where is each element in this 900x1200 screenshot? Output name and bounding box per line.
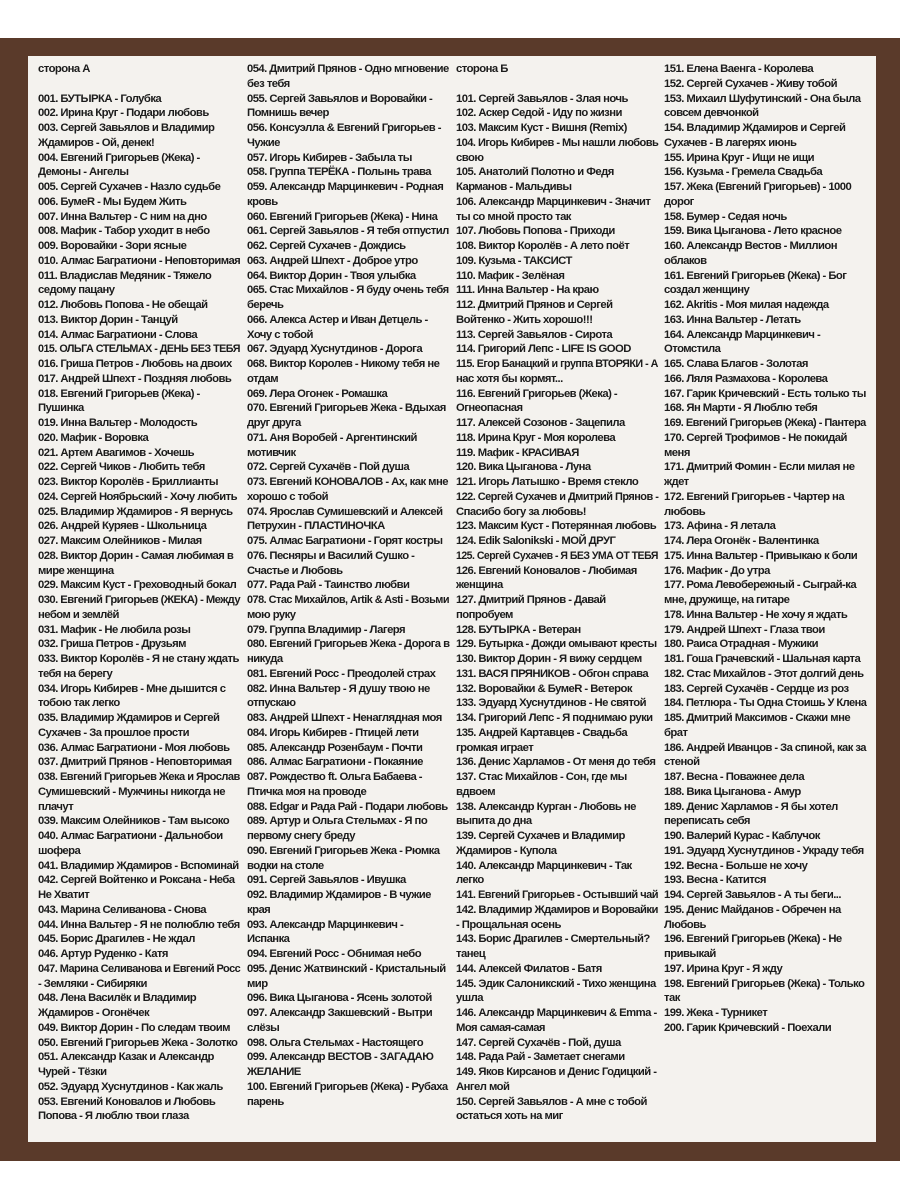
track-line: Войтенко - Жить хорошо!!! — [456, 313, 593, 326]
track-line: 055. Сергей Завьялов и Воровайки - — [247, 92, 433, 105]
track-line: 016. Гриша Петров - Любовь на двоих — [38, 358, 232, 370]
track-line: слёзы — [247, 1021, 280, 1034]
track-line: выпита до дна — [456, 815, 532, 828]
track-line: 054. Дмитрий Прянов - Одно мгновение — [247, 63, 449, 75]
track-line: 110. Мафик - Зелёная — [456, 269, 565, 282]
track-line: брат — [664, 726, 688, 739]
track-line: 100. Евгений Григорьев (Жека) - Рубаха — [247, 1080, 448, 1093]
track-line: 151. Елена Ваенга - Королева — [664, 63, 814, 75]
track-line: 050. Евгений Григорьев Жека - Золотко — [38, 1036, 238, 1049]
track-line: 056. Консуэлла & Евгений Григорьев - — [247, 122, 441, 134]
track-line: 182. Стас Михайлов - Этот долгий день — [664, 667, 864, 680]
track-line: 034. Игорь Кибирев - Мне дышится с — [38, 682, 226, 695]
track-line: 195. Денис Майданов - Обречен на — [664, 903, 841, 916]
track-line: 026. Андрей Куряев - Школьница — [38, 520, 207, 533]
track-line: 084. Игорь Кибирев - Птицей лети — [247, 726, 419, 739]
track-line: 047. Марина Селиванова и Евгений Росс — [38, 962, 241, 975]
track-line: Петрухин - ПЛАСТИНОЧКА — [247, 520, 385, 533]
track-line: Ангел мой — [456, 1080, 510, 1093]
track-line: 156. Кузьма - Гремела Свадьба — [664, 166, 823, 179]
track-line: 086. Алмас Багратиони - Покаяние — [247, 756, 423, 769]
track-line: 119. Мафик - КРАСИВАЯ — [456, 446, 579, 459]
track-line: края — [247, 903, 271, 916]
track-line: Чурей - Тёзки — [38, 1066, 107, 1078]
track-line: 018. Евгений Григорьев (Жека) - — [38, 387, 200, 400]
track-line: 132. Воровайки & БумеR - Ветерок — [456, 682, 632, 695]
track-line: 031. Мафик - Не любила розы — [38, 623, 191, 636]
track-line: 041. Владимир Ждамиров - Вспоминай — [38, 859, 239, 872]
track-line: водки на столе — [247, 859, 324, 872]
track-line: 186. Андрей Иванцов - За спиной, как за — [664, 741, 866, 754]
track-line: 080. Евгений Григорьев Жека - Дорога в — [247, 638, 450, 651]
track-line: 137. Стас Михайлов - Сон, где мы — [456, 771, 627, 783]
track-line: 082. Инна Вальтер - Я душу твою не — [247, 682, 430, 695]
track-line: 015. ОЛЬГА СТЕЛЬМАХ - ДЕНЬ БЕЗ ТЕБЯ — [38, 343, 240, 356]
track-line: 064. Виктор Дорин - Твоя улыбка — [247, 269, 416, 282]
track-line: 032. Гриша Петров - Друзьям — [38, 638, 186, 651]
column-side-a-2 — [247, 62, 449, 1109]
track-line: 083. Андрей Шпехт - Ненаглядная моя — [247, 712, 442, 724]
track-line: 074. Ярослав Сумишевский и Алексей — [247, 505, 443, 518]
track-line: 088. Edgar и Рада Рай - Подари любовь — [247, 800, 448, 813]
track-line: 171. Дмитрий Фомин - Если милая не — [664, 461, 855, 474]
track-line: переписать себя — [664, 815, 750, 828]
track-line: 045. Борис Драгилев - Не ждал — [38, 933, 195, 946]
track-line: 123. Максим Куст - Потерянная любовь — [456, 520, 657, 533]
column-side-a-1 — [38, 62, 240, 1124]
track-line: 177. Рома Левобережный - Сыграй-ка — [664, 579, 857, 592]
track-line: 108. Виктор Королёв - А лето поёт — [456, 240, 630, 252]
track-line: отпускаю — [247, 697, 296, 710]
track-line: Птичка моя на проводе — [247, 785, 367, 798]
track-line: меня — [664, 446, 690, 459]
track-line: первому снегу бреду — [247, 830, 356, 842]
track-line: Сухачев - В лагерях июнь — [664, 136, 797, 149]
side-heading: сторона А — [38, 63, 90, 75]
track-line: 114. Григорий Лепс - LIFE IS GOOD — [456, 343, 631, 356]
track-line: привыкай — [664, 948, 716, 960]
track-line: небом и землёй — [38, 608, 119, 621]
track-line: мотивчик — [247, 446, 296, 459]
track-line: 014. Алмас Багратиони - Слова — [38, 328, 198, 341]
track-line: 003. Сергей Завьялов и Владимир — [38, 122, 215, 134]
track-line: 066. Алекса Астер и Иван Детцель - — [247, 313, 428, 326]
track-line: 142. Владимир Ждамиров и Воровайки — [456, 903, 658, 916]
track-line: 092. Владимир Ждамиров - В чужие — [247, 889, 431, 901]
track-line: 193. Весна - Катится — [664, 874, 766, 887]
column-side-b-1 — [456, 62, 658, 1124]
track-line: Ждамиров - Купола — [456, 844, 557, 857]
track-line: 113. Сергей Завьялов - Сирота — [456, 328, 613, 341]
track-line: 087. Рождество ft. Ольга Бабаева - — [247, 771, 423, 783]
track-line: кровь — [247, 195, 278, 208]
track-line: свою — [456, 151, 484, 164]
track-line: 048. Лена Василёк и Владимир — [38, 992, 197, 1005]
track-line: 173. Афина - Я летала — [664, 520, 776, 533]
track-line: 196. Евгений Григорьев (Жека) - Не — [664, 933, 842, 946]
side-heading: сторона Б — [456, 63, 508, 75]
track-line: Не Хватит — [38, 889, 90, 901]
track-line: 176. Мафик - До утра — [664, 564, 770, 577]
track-line: 090. Евгений Григорьев Жека - Рюмка — [247, 844, 440, 857]
track-line: Помнишь вечер — [247, 107, 329, 120]
track-line: 069. Лера Огонек - Ромашка — [247, 387, 388, 400]
track-line: 077. Рада Рай - Таинство любви — [247, 579, 410, 592]
track-line: 012. Любовь Попова - Не обещай — [38, 299, 208, 311]
track-line: 019. Инна Вальтер - Молодость — [38, 417, 198, 429]
track-line: 143. Борис Драгилев - Смертельный? — [456, 933, 650, 946]
track-line: 053. Евгений Коновалов и Любовь — [38, 1095, 216, 1108]
track-line: 190. Валерий Курас - Каблучок — [664, 830, 820, 842]
track-line: 158. Бумер - Седая ночь — [664, 210, 787, 223]
track-line: 085. Александр Розенбаум - Почти — [247, 741, 423, 754]
track-line: 046. Артур Руденко - Катя — [38, 948, 168, 960]
track-line: стеной — [664, 756, 700, 769]
track-line: 030. Евгений Григорьев (ЖЕКА) - Между — [38, 594, 241, 606]
track-line: 189. Денис Харламов - Я бы хотел — [664, 800, 838, 813]
track-line: 072. Сергей Сухачёв - Пой душа — [247, 461, 410, 474]
track-line: совсем девчонкой — [664, 107, 759, 120]
track-line: Спасибо богу за любовь! — [456, 505, 586, 518]
track-line: вдвоем — [456, 785, 496, 798]
track-line: 022. Сергей Чиков - Любить тебя — [38, 461, 205, 474]
track-line: 065. Стас Михайлов - Я буду очень тебя — [247, 284, 449, 297]
track-line: 013. Виктор Дорин - Танцуй — [38, 313, 178, 326]
track-line: седому пацану — [38, 284, 115, 297]
track-line: 118. Ирина Круг - Моя королева — [456, 431, 616, 444]
track-line: 052. Эдуард Хуснутдинов - Как жаль — [38, 1080, 223, 1093]
track-line: 115. Егор Банацкий и группа ВТОРЯКИ - А — [456, 358, 658, 370]
track-line: 120. Вика Цыганова - Луна — [456, 461, 591, 474]
track-line: 133. Эдуард Хуснутдинов - Не святой — [456, 697, 647, 710]
track-line: 175. Инна Вальтер - Привыкаю к боли — [664, 549, 858, 562]
track-line: 198. Евгений Григорьев (Жека) - Только — [664, 977, 865, 990]
track-line: 062. Сергей Сухачев - Дождись — [247, 240, 406, 252]
track-line: 129. Бутырка - Дожди омывают кресты — [456, 638, 657, 651]
track-line: парень — [247, 1095, 284, 1108]
track-line: 007. Инна Вальтер - С ним на дно — [38, 210, 207, 223]
track-line: легко — [456, 874, 484, 887]
track-line: Хочу с тобой — [247, 328, 313, 341]
track-line: 111. Инна Вальтер - На краю — [456, 284, 599, 297]
track-line: Счастье и Любовь — [247, 564, 343, 577]
track-line: 116. Евгений Григорьев (Жека) - — [456, 387, 618, 400]
track-line: 038. Евгений Григорьев Жека и Ярослав — [38, 771, 240, 783]
track-line: тебя на берегу — [38, 667, 113, 680]
track-line: 185. Дмитрий Максимов - Скажи мне — [664, 712, 851, 724]
track-line: 135. Андрей Картавцев - Свадьба — [456, 726, 628, 739]
track-line: 162. Akritis - Моя милая надежда — [664, 299, 829, 311]
track-line: 172. Евгений Григорьев - Чартер на — [664, 490, 845, 503]
track-line: 191. Эдуард Хуснутдинов - Украду тебя — [664, 844, 864, 857]
track-line: 099. Александр ВЕСТОВ - ЗАГАДАЮ — [247, 1051, 434, 1064]
track-line: тобою так легко — [38, 697, 120, 710]
track-line: ждет — [664, 476, 689, 488]
track-line: Чужие — [247, 136, 280, 149]
track-line: 180. Раиса Отрадная - Мужики — [664, 638, 818, 651]
track-line: 145. Эдик Салоникский - Тихо женщина — [456, 977, 656, 990]
track-line: 071. Аня Воробей - Аргентинский — [247, 431, 417, 444]
track-line: 036. Алмас Багратиони - Моя любовь — [38, 741, 230, 754]
track-line: Пушинка — [38, 402, 84, 415]
track-line: 152. Сергей Сухачев - Живу тобой — [664, 77, 837, 90]
track-line: 179. Андрей Шпехт - Глаза твои — [664, 623, 825, 636]
track-line: 094. Евгений Росс - Обнимая небо — [247, 948, 422, 960]
track-line: 063. Андрей Шпехт - Доброе утро — [247, 254, 418, 267]
track-line: 078. Стас Михайлов, Artik & Asti - Возьми — [247, 594, 450, 606]
track-line: 163. Инна Вальтер - Летать — [664, 313, 801, 326]
track-line: 010. Алмас Багратиони - Неповторимая — [38, 254, 240, 267]
track-line: 125. Сергей Сухачев - Я БЕЗ УМА ОТ ТЕБЯ — [456, 549, 658, 562]
track-line: нас хотя бы кормят... — [456, 372, 563, 385]
track-line: 134. Григорий Лепс - Я поднимаю руки — [456, 712, 653, 724]
track-line: 150. Сергей Завьялов - А мне с тобой — [456, 1095, 647, 1108]
track-line: 144. Алексей Филатов - Батя — [456, 962, 602, 975]
track-line: 138. Александр Курган - Любовь не — [456, 800, 636, 813]
track-line: 181. Гоша Грачевский - Шальная карта — [664, 653, 861, 665]
track-line: 112. Дмитрий Прянов и Сергей — [456, 299, 613, 311]
track-line: 136. Денис Харламов - От меня до тебя — [456, 756, 656, 769]
track-line: 160. Александр Вестов - Миллион — [664, 240, 838, 252]
track-line: 060. Евгений Григорьев (Жека) - Нина — [247, 210, 438, 223]
track-line: 023. Виктор Королёв - Бриллианты — [38, 476, 218, 488]
track-line: 061. Сергей Завьялов - Я тебя отпустил — [247, 225, 449, 238]
track-line: 170. Сергей Трофимов - Не покидай — [664, 431, 847, 444]
track-line: 044. Инна Вальтер - Я не полюблю тебя — [38, 918, 240, 931]
track-line: 164. Александр Марцинкевич - — [664, 328, 821, 341]
track-line: 076. Песняры и Василий Сушко - — [247, 549, 415, 562]
track-line: 168. Ян Марти - Я Люблю тебя — [664, 402, 818, 415]
track-line: Демоны - Ангелы — [38, 166, 129, 179]
track-line: Огнеопасная — [456, 402, 523, 415]
track-line: 154. Владимир Ждамиров и Сергей — [664, 122, 846, 134]
track-line: 131. ВАСЯ ПРЯНИКОВ - Обгон справа — [456, 667, 649, 680]
track-line: 089. Артур и Ольга Стельмах - Я по — [247, 815, 428, 828]
track-line: 192. Весна - Больше не хочу — [664, 859, 808, 872]
track-line: мою руку — [247, 608, 296, 621]
track-line: мире женщина — [38, 564, 114, 577]
track-line: 001. БУТЫРКА - Голубка — [38, 92, 162, 105]
track-line: 070. Евгений Григорьев Жека - Вдыхая — [247, 402, 446, 415]
track-line: Моя самая-самая — [456, 1021, 545, 1034]
track-line: 027. Максим Олейников - Милая — [38, 535, 202, 547]
track-line: 103. Максим Куст - Вишня (Remix) — [456, 122, 627, 134]
track-line: отдам — [247, 372, 279, 385]
track-line: 098. Ольга Стельмах - Настоящего — [247, 1036, 424, 1049]
track-line: 095. Денис Жатвинский - Кристальный — [247, 962, 446, 975]
track-line: - Земляки - Сибиряки — [38, 977, 147, 990]
track-line: облаков — [664, 254, 707, 267]
track-line: 140. Александр Марцинкевич - Так — [456, 859, 632, 872]
track-line: попробуем — [456, 608, 513, 621]
track-line: остаться хоть на миг — [456, 1110, 563, 1123]
track-line: громкая играет — [456, 741, 534, 754]
track-line: 081. Евгений Росс - Преодолей страх — [247, 667, 436, 680]
track-line: Ждамиров - Ой, денек! — [38, 136, 155, 149]
track-line: 017. Андрей Шпехт - Поздняя любовь — [38, 372, 232, 385]
track-line: 184. Петлюра - Ты Одна Стоишь У Клена — [664, 697, 867, 710]
track-line: 121. Игорь Латышко - Время стекло — [456, 476, 639, 488]
track-line: шофера — [38, 844, 81, 857]
track-line: 109. Кузьма - ТАКСИСТ — [456, 254, 572, 267]
track-line: 169. Евгений Григорьев (Жека) - Пантера — [664, 417, 866, 429]
track-line: женщина — [456, 579, 503, 592]
track-line: 117. Алексей Созонов - Зацепила — [456, 417, 625, 429]
track-line: 025. Владимир Ждамиров - Я вернусь — [38, 505, 233, 518]
track-line: 141. Евгений Григорьев - Остывший чай — [456, 889, 659, 901]
track-line: 079. Группа Владимир - Лагеря — [247, 623, 406, 636]
track-line: плачут — [38, 800, 74, 813]
track-line: 146. Александр Марцинкевич & Emma - — [456, 1007, 657, 1019]
track-line: 122. Сергей Сухачев и Дмитрий Прянов - — [456, 490, 659, 503]
track-line: 187. Весна - Поважнее дела — [664, 771, 805, 783]
track-line: 188. Вика Цыганова - Амур — [664, 785, 801, 798]
track-line: 104. Игорь Кибирев - Мы нашли любовь — [456, 136, 659, 149]
track-line: 197. Ирина Круг - Я жду — [664, 962, 783, 975]
track-line: дорог — [664, 195, 694, 208]
track-line: 039. Максим Олейников - Там высоко — [38, 815, 230, 828]
track-line: Сумишевский - Мужчины никогда не — [38, 785, 226, 798]
track-line: 068. Виктор Королев - Никому тебя не — [247, 358, 440, 370]
track-line: 147. Сергей Сухачёв - Пой, душа — [456, 1036, 621, 1049]
track-line: Любовь — [664, 918, 706, 931]
track-line: 037. Дмитрий Прянов - Неповторимая — [38, 756, 232, 769]
track-line: так — [664, 992, 680, 1005]
track-line: 005. Сергей Сухачев - Назло судьбе — [38, 181, 221, 193]
track-line: 159. Вика Цыганова - Лето красное — [664, 225, 842, 238]
track-line: 073. Евгений КОНОВАЛОВ - Ах, как мне — [247, 476, 448, 488]
track-line: 043. Марина Селиванова - Снова — [38, 903, 206, 916]
track-line: 161. Евгений Григорьев (Жека) - Бог — [664, 269, 847, 282]
track-line: 107. Любовь Попова - Приходи — [456, 225, 615, 238]
track-line: 008. Мафик - Табор уходит в небо — [38, 225, 210, 238]
track-line: 128. БУТЫРКА - Ветеран — [456, 623, 581, 636]
track-line: 002. Ирина Круг - Подари любовь — [38, 107, 209, 120]
column-side-b-2 — [664, 62, 866, 1036]
track-line: Отомстила — [664, 343, 721, 356]
track-line: 130. Виктор Дорин - Я вижу сердцем — [456, 653, 642, 665]
track-line: танец — [456, 948, 486, 960]
track-line: 004. Евгений Григорьев (Жека) - — [38, 151, 200, 164]
track-line: 101. Сергей Завьялов - Злая ночь — [456, 92, 628, 105]
track-line: Испанка — [247, 933, 290, 946]
track-line: 178. Инна Вальтер - Не хочу я ждать — [664, 608, 848, 621]
track-line: 009. Воровайки - Зори ясные — [38, 240, 187, 252]
track-line: создал женщину — [664, 284, 750, 297]
track-line: 126. Евгений Коновалов - Любимая — [456, 564, 637, 577]
track-line: ЖЕЛАНИЕ — [247, 1066, 301, 1078]
track-line: 057. Игорь Кибирев - Забыла ты — [247, 151, 412, 164]
track-line: Сухачев - За прошлое прости — [38, 726, 189, 739]
track-line: 102. Аскер Седой - Иду по жизни — [456, 107, 622, 120]
track-line: 020. Мафик - Воровка — [38, 431, 149, 444]
track-line: 042. Сергей Войтенко и Роксана - Неба — [38, 874, 235, 887]
track-line: 106. Александр Марцинкевич - Значит — [456, 195, 651, 208]
track-line: любовь — [664, 505, 706, 518]
track-line: друг друга — [247, 417, 301, 429]
track-line: без тебя — [247, 77, 290, 90]
track-line: 127. Дмитрий Прянов - Давай — [456, 594, 606, 606]
track-line: мне, дружище, на гитаре — [664, 594, 790, 606]
track-line: мир — [247, 977, 268, 990]
track-line: хорошо с тобой — [247, 490, 328, 503]
track-line: 075. Алмас Багратиони - Горят костры — [247, 535, 443, 547]
track-line: 139. Сергей Сухачев и Владимир — [456, 830, 625, 842]
track-line: Карманов - Мальдивы — [456, 181, 572, 193]
track-line: 149. Яков Кирсанов и Денис Годицкий - — [456, 1066, 657, 1078]
track-line: - Прощальная осень — [456, 918, 561, 931]
track-line: 024. Сергей Ноябрьский - Хочу любить — [38, 490, 237, 503]
track-line: 033. Виктор Королёв - Я не стану ждать — [38, 653, 239, 665]
track-line: никуда — [247, 653, 283, 665]
track-line: 051. Александр Казак и Александр — [38, 1051, 214, 1064]
track-line: 096. Вика Цыганова - Ясень золотой — [247, 992, 432, 1005]
track-line: 199. Жека - Турникет — [664, 1007, 768, 1019]
track-line: 183. Сергей Сухачёв - Сердце из роз — [664, 682, 849, 695]
track-line: 028. Виктор Дорин - Самая любимая в — [38, 549, 234, 562]
track-line: 097. Александр Закшевский - Вытри — [247, 1007, 433, 1019]
track-line: 006. БумеR - Мы Будем Жить — [38, 195, 187, 208]
track-line: 167. Гарик Кричевский - Есть только ты — [664, 387, 866, 400]
track-line: 049. Виктор Дорин - По следам твоим — [38, 1021, 230, 1034]
track-line: 040. Алмас Багратиони - Дальнобои — [38, 830, 223, 842]
track-line: 194. Сергей Завьялов - А ты беги... — [664, 889, 841, 901]
track-line: 029. Максим Куст - Греховодный бокал — [38, 579, 237, 592]
track-line: 148. Рада Рай - Заметает снегами — [456, 1051, 625, 1064]
track-line: 059. Александр Марцинкевич - Родная — [247, 181, 444, 193]
track-line: 165. Слава Благов - Золотая — [664, 358, 808, 370]
track-line: 166. Ляля Размахова - Королева — [664, 372, 828, 385]
track-line: ты со мной просто так — [456, 210, 571, 223]
track-line: 157. Жека (Евгений Григорьев) - 1000 — [664, 181, 852, 193]
track-line: 091. Сергей Завьялов - Ивушка — [247, 874, 406, 887]
track-line: Ждамиров - Огонёчек — [38, 1007, 150, 1019]
track-list-sheet — [28, 56, 876, 1142]
track-line: 155. Ирина Круг - Ищи не ищи — [664, 151, 815, 164]
track-line: 200. Гарик Кричевский - Поехали — [664, 1021, 832, 1034]
track-line: 124. Edik Salonikski - МОЙ ДРУГ — [456, 535, 616, 547]
track-line: 105. Анатолий Полотно и Федя — [456, 166, 614, 179]
track-line: Попова - Я люблю твои глаза — [38, 1110, 189, 1123]
track-line: беречь — [247, 299, 284, 311]
track-line: 153. Михаил Шуфутинский - Она была — [664, 92, 861, 105]
track-line: 035. Владимир Ждамиров и Сергей — [38, 712, 220, 724]
track-line: 067. Эдуард Хуснутдинов - Дорога — [247, 343, 423, 356]
track-line: 174. Лера Огонёк - Валентинка — [664, 535, 819, 547]
track-line: ушла — [456, 992, 483, 1005]
track-line: 058. Группа ТЕРЁКА - Полынь трава — [247, 166, 431, 179]
track-line: 093. Александр Марцинкевич - — [247, 918, 404, 931]
track-line: 011. Владислав Медяник - Тяжело — [38, 269, 212, 282]
track-line: 021. Артем Авагимов - Хочешь — [38, 446, 194, 459]
